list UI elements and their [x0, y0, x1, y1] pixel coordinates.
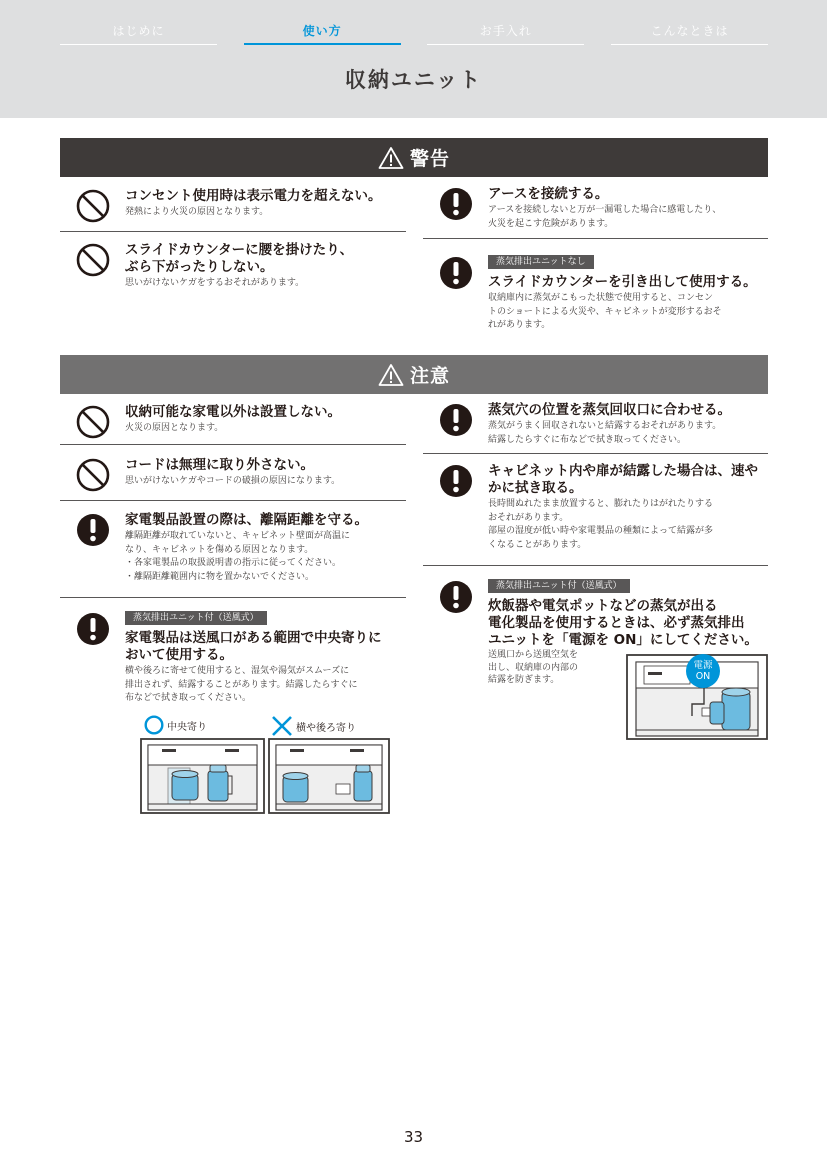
page-title: 収納ユニット — [344, 68, 483, 92]
warning-item-pull-counter — [438, 249, 768, 333]
item-description: 横や後ろに寄せて使用すると、湿気や湯気がスムーズに — [125, 666, 350, 676]
divider — [60, 597, 406, 598]
item-description-line3: 部屋の湿度が低い時や家電製品の種類によって結露が多 — [488, 526, 714, 536]
caution-item-compatible-appliances — [75, 404, 406, 440]
warning-heading-bar — [60, 138, 768, 177]
item-description-line2: なり、キャビネットを傷める原因となります。 — [125, 544, 314, 555]
good-example-label — [144, 715, 207, 735]
chapter-nav — [60, 22, 768, 45]
warning-heading-text: 警告 — [409, 148, 450, 170]
condition-tag: 蒸気排出ユニットなし — [488, 255, 594, 269]
mandatory-action-icon — [438, 186, 474, 222]
divider — [60, 500, 406, 501]
mandatory-action-icon — [75, 512, 111, 548]
caution-item-power-on — [438, 573, 768, 648]
item-description-line3: れがあります。 — [488, 320, 551, 330]
item-description: 発熱により火災の原因となります。 — [125, 207, 269, 217]
item-title: スライドカウンターに腰を掛けたり、 — [125, 242, 354, 258]
item-title-line2: おいて使用する。 — [125, 647, 233, 663]
item-description: 収納庫内に蒸気がこもった状態で使用すると、コンセン — [488, 293, 714, 303]
item-description: 思いがけないケガをするおそれがあります。 — [125, 278, 305, 288]
condition-tag: 蒸気排出ユニット付（送風式） — [125, 611, 267, 625]
item-description: 蒸気がうまく回収されないと結露するおそれがあります。 — [488, 421, 722, 431]
condition-tag: 蒸気排出ユニット付（送風式） — [488, 579, 630, 593]
item-description: 離隔距離が取れていないと、キャビネット壁面が高温に — [125, 531, 351, 541]
item-description-line2: 火災を起こす危険があります。 — [488, 218, 614, 229]
tab-maintenance[interactable]: お手入れ — [427, 22, 584, 45]
mandatory-action-icon — [438, 255, 474, 291]
item-title: 家電製品設置の際は、離隔距離を守る。 — [125, 512, 368, 528]
warning-item-outlet — [75, 188, 406, 228]
divider — [423, 565, 768, 566]
item-description-line3: ・各家電製品の取扱説明書の指示に従ってください。 — [125, 558, 342, 568]
item-description: 送風口から送風空気を — [488, 650, 579, 660]
tab-troubleshooting[interactable]: こんなときは — [611, 22, 768, 45]
divider — [60, 231, 406, 232]
item-title: キャビネット内や扉が結露した場合は、速や — [488, 463, 758, 479]
badge-line2: ON — [695, 671, 711, 682]
bad-example-label — [271, 715, 356, 737]
tab-introduction[interactable]: はじめに — [60, 22, 217, 45]
divider — [60, 444, 406, 445]
item-title: 収納可能な家電以外は設置しない。 — [125, 404, 341, 420]
caution-heading-bar — [60, 355, 768, 394]
item-description: 思いがけないケガやコードの破損の原因になります。 — [125, 476, 341, 486]
item-description-line3: 布などで拭き取ってください。 — [125, 693, 252, 703]
item-title-line3: ユニットを「電源を ON」にしてください。 — [488, 632, 758, 648]
item-description-line2: 排出されず、結露することがあります。結露したらすぐに — [125, 679, 358, 690]
item-description: アースを接続しないと万が一漏電した場合に感電したり、 — [488, 205, 722, 215]
item-description-line4: くなることがあります。 — [488, 539, 587, 550]
item-description-line2: おそれがあります。 — [488, 512, 569, 523]
caution-item-condensation — [438, 463, 768, 559]
caution-item-cord — [75, 457, 406, 493]
mandatory-action-icon — [438, 402, 474, 438]
item-description-line2: 結露したらすぐに布などで拭き取ってください。 — [488, 434, 687, 445]
item-title: 蒸気穴の位置を蒸気回収口に合わせる。 — [488, 402, 731, 418]
caution-heading-text: 注意 — [409, 365, 450, 387]
divider — [423, 453, 768, 454]
item-description-line3: 結露を防ぎます。 — [488, 675, 560, 685]
item-description: 長時間ぬれたまま放置すると、膨れたりはがれたりする — [488, 499, 714, 509]
item-description-line4: ・離隔距離範囲内に物を置かないでください。 — [125, 571, 315, 582]
power-on-badge — [686, 654, 720, 688]
mandatory-action-icon — [438, 579, 474, 615]
good-example-text: 中央寄り — [167, 721, 207, 733]
bad-example-text: 横や後ろ寄り — [296, 722, 356, 734]
circle-ok-icon — [144, 715, 164, 735]
power-on-description — [488, 649, 618, 687]
mandatory-action-icon — [75, 611, 111, 647]
caution-triangle-icon — [378, 363, 404, 387]
item-description-line2: 出し、収納庫の内部の — [488, 662, 579, 673]
warning-item-slide-counter — [75, 242, 406, 292]
prohibition-icon — [75, 457, 111, 493]
item-description: 火災の原因となります。 — [125, 423, 224, 433]
badge-line1: 電源 — [693, 660, 713, 671]
prohibition-icon — [75, 242, 111, 278]
caution-item-center-placement — [75, 605, 406, 715]
prohibition-icon — [75, 404, 111, 440]
off-center-placement-illustration — [268, 738, 390, 814]
item-title-line2: ぶら下がったりしない。 — [125, 259, 274, 275]
item-description-line2: トのショートによる火災や、キャビネットが変形するおそ — [488, 306, 722, 317]
mandatory-action-icon — [438, 463, 474, 499]
item-title: アースを接続する。 — [488, 186, 609, 202]
item-title: コンセント使用時は表示電力を超えない。 — [125, 188, 382, 204]
prohibition-icon — [75, 188, 111, 224]
caution-item-clearance — [75, 512, 406, 592]
cross-ng-icon — [271, 715, 293, 737]
item-title: スライドカウンターを引き出して使用する。 — [488, 274, 757, 290]
page-number: 33 — [403, 1128, 424, 1146]
item-title-line2: かに拭き取る。 — [488, 480, 583, 496]
center-placement-illustration — [140, 738, 265, 814]
item-title: 家電製品は送風口がある範囲で中央寄りに — [125, 630, 382, 646]
item-title: コードは無理に取り外さない。 — [125, 457, 314, 473]
divider — [423, 238, 768, 239]
item-title: 炊飯器や電気ポットなどの蒸気が出る — [488, 598, 718, 614]
item-title-line2: 電化製品を使用するときは、必ず蒸気排出 — [488, 615, 745, 631]
warning-triangle-icon — [378, 146, 404, 170]
tab-usage[interactable]: 使い方 — [244, 22, 401, 45]
caution-item-steam-hole — [438, 402, 768, 450]
warning-item-ground — [438, 186, 768, 232]
page-header — [0, 0, 827, 118]
